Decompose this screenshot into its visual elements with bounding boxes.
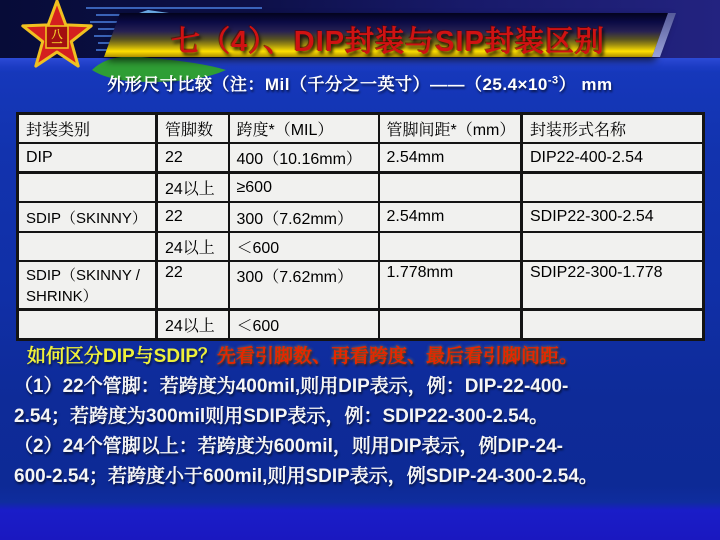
table-row xyxy=(18,143,704,173)
cell-package-type: SDIP（SKINNY / SHRINK） xyxy=(18,261,157,310)
cell-pitch xyxy=(379,310,522,340)
subtitle-prefix: 外形尺寸比较（注：Mil（千分之一英寸）——（25.4×10 xyxy=(107,75,548,94)
cell-span: ＜600 xyxy=(229,310,379,340)
col-header-form-name: 封装形式名称 xyxy=(522,114,704,144)
notes-line: 600-2.54；若跨度小于600mil,则用SDIP表示，例SDIP-24-300-2.54。 xyxy=(14,466,598,487)
cell-pitch: 2.54mm xyxy=(379,143,522,173)
cell-form-name xyxy=(522,173,704,203)
table-row xyxy=(18,173,704,203)
star-char-top: 八 xyxy=(51,29,63,41)
cell-pitch: 1.778mm xyxy=(379,261,522,310)
cell-package-type xyxy=(18,310,157,340)
subtitle xyxy=(0,70,720,95)
col-header-pin-count: 管脚数 xyxy=(157,114,229,144)
cell-span: 300（7.62mm） xyxy=(229,261,379,310)
col-header-span-mil: 跨度*（MIL） xyxy=(229,114,379,144)
table-header-row xyxy=(18,114,704,144)
cell-package-type xyxy=(18,232,157,261)
cell-span: 400（10.16mm） xyxy=(229,143,379,173)
package-spec-table xyxy=(16,112,705,341)
cell-form-name: DIP22-400-2.54 xyxy=(522,143,704,173)
cell-form-name xyxy=(522,232,704,261)
subtitle-suffix: ） mm xyxy=(558,75,613,94)
cell-pin-count: 24以上 xyxy=(157,232,229,261)
cell-span: 300（7.62mm） xyxy=(229,202,379,232)
notes-line: （2）24个管脚以上：若跨度为600mil，则用DIP表示，例DIP-24- xyxy=(14,436,563,457)
cell-pitch xyxy=(379,232,522,261)
col-header-pin-pitch: 管脚间距*（mm） xyxy=(379,114,522,144)
table-row xyxy=(18,232,704,261)
cell-pin-count: 22 xyxy=(157,202,229,232)
star-char-bottom: 一 xyxy=(51,38,63,50)
cell-package-type: DIP xyxy=(18,143,157,173)
package-spec-table-wrap xyxy=(16,112,705,341)
notes-block xyxy=(14,342,714,492)
cell-form-name: SDIP22-300-1.778 xyxy=(522,261,704,310)
cell-pin-count: 24以上 xyxy=(157,173,229,203)
cell-span: ≥600 xyxy=(229,173,379,203)
notes-line: 2.54；若跨度为300mil则用SDIP表示，例：SDIP22-300-2.54。 xyxy=(14,406,549,427)
cell-form-name: SDIP22-300-2.54 xyxy=(522,202,704,232)
cell-span: ＜600 xyxy=(229,232,379,261)
cell-pin-count: 24以上 xyxy=(157,310,229,340)
table-row xyxy=(18,261,704,310)
cell-form-name xyxy=(522,310,704,340)
col-header-package-type: 封装类别 xyxy=(18,114,157,144)
cell-pitch xyxy=(379,173,522,203)
page-title: 七（4）、DIP封装与SIP封装区别 xyxy=(171,26,605,58)
cell-pin-count: 22 xyxy=(157,261,229,310)
subtitle-exponent: -3 xyxy=(547,74,559,87)
cell-package-type: SDIP（SKINNY） xyxy=(18,202,157,232)
table-row xyxy=(18,310,704,340)
notes-line: （1）22个管脚：若跨度为400mil,则用DIP表示，例：DIP-22-400- xyxy=(14,376,569,397)
headline-red-segment: 先看引脚数、再看跨度、最后看引脚间距。 xyxy=(217,346,579,367)
cell-pitch: 2.54mm xyxy=(379,202,522,232)
table-row xyxy=(18,202,704,232)
cell-pin-count: 22 xyxy=(157,143,229,173)
headline-yellow-segment: 如何区分DIP与SDIP？ xyxy=(27,346,218,367)
cell-package-type xyxy=(18,173,157,203)
notes-headline xyxy=(14,342,714,372)
